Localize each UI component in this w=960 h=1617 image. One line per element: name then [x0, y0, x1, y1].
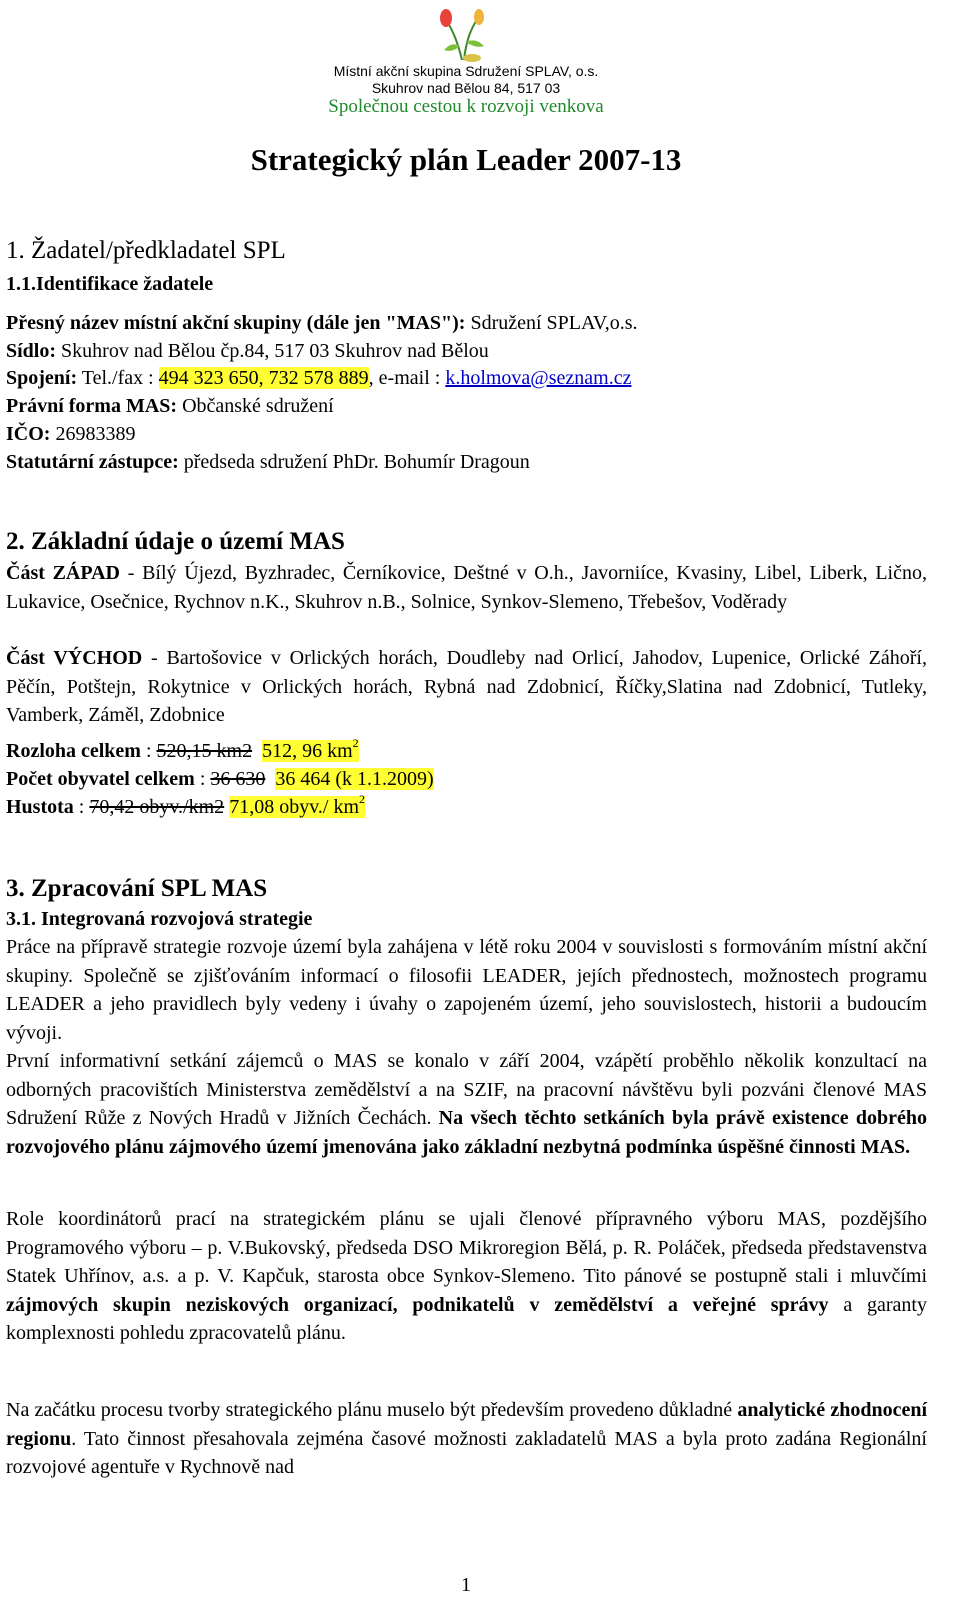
ico-value: 26983389 — [50, 423, 136, 445]
contact-phone: 494 323 650, 732 578 889 — [158, 367, 369, 389]
ico-row — [6, 420, 135, 448]
density-new-value: 71,08 obyv./ $km^2$ — [229, 792, 366, 818]
density-sep: : — [73, 796, 90, 818]
org-motto: Společnou cestou k rozvoji venkova — [328, 96, 604, 117]
paragraph-3-bold: zájmových skupin neziskových organizací, podnikatelů v zemědělství a veřejné správy — [6, 1293, 829, 1316]
legal-form-label: Právní forma MAS: — [6, 395, 178, 417]
population-row — [6, 765, 434, 793]
legal-form-row — [6, 392, 334, 420]
section-1-1-heading: 1.1.Identifikace žadatele — [6, 273, 214, 295]
paragraph-3-end: a garanty komplexnosti pohledu zpracovatelů plánu. — [6, 1293, 927, 1344]
section-1-heading: 1. Žadatel/předkladatel SPL — [6, 237, 286, 264]
area-new-value: 512, 96 $km^2$ — [262, 736, 359, 762]
paragraph-4-end: . Tato činnost přesahovala zejména časové možnosti zakladatelů MAS a byla proto zadána Regionální rozvojové agentuře v Rychnově nad — [6, 1427, 927, 1478]
area-row — [6, 737, 359, 765]
seat-row — [6, 337, 489, 365]
ico-label: IČO: — [6, 423, 51, 445]
representative-row — [6, 448, 530, 476]
seat-label: Sídlo: — [6, 340, 57, 362]
section-3-1-heading: 3.1. Integrovaná rozvojová strategie — [6, 908, 313, 930]
org-address: Skuhrov nad Bělou 84, 517 03 — [371, 80, 561, 96]
paragraph-3-text: Role koordinátorů prací na strategickém plánu se ujali členové přípravného výboru MAS, pozdějšího Programového výboru – p. V.Bukovský, předseda DSO Mikroregion Bělá, p. R. Poláček, předseda představenstva Statek Uhřínov, a.s. a p. V. Kapčuk, starosta obce Synkov-Slemeno. Tito pánové se postupně stali i mluvčími — [6, 1208, 927, 1287]
mas-name-value: Sdružení SPLAV,o.s. — [465, 312, 638, 334]
legal-form-value: Občanské sdružení — [177, 395, 334, 417]
density-row — [6, 793, 365, 821]
contact-mid: , e-mail : — [368, 367, 446, 389]
population-old-value: 36 630 — [210, 768, 266, 790]
representative-value: předseda sdružení PhDr. Bohumír Dragoun — [178, 451, 530, 473]
west-part-paragraph — [6, 559, 927, 616]
section-3-heading: 3. Zpracování SPL MAS — [6, 875, 268, 902]
area-label: Rozloha celkem — [6, 740, 141, 762]
paragraph-2-bold: Na všech těchto setkáních byla právě existence dobrého rozvojového plánu zájmového území jmenována jako základní nezbytná podmínka úspěšné činnosti MAS. — [6, 1107, 927, 1158]
paragraph-4 — [6, 1396, 927, 1482]
mas-name-row — [6, 309, 638, 337]
mas-name-label: Přesný název místní akční skupiny (dále jen "MAS"): — [6, 312, 466, 334]
west-part-text: - Bílý Újezd, Byzhradec, Černíkovice, Deštné v O.h., Javorniíce, Kvasiny, Libel, Liberk, Lično, Lukavice, Osečnice, Rychnov n.K., Skuhrov n.B., Solnice, Synkov-Slemeno, Třebešov, Voděrady — [6, 562, 927, 613]
population-sep: : — [194, 768, 211, 790]
document-title: Strategický plán Leader 2007-13 — [250, 142, 682, 177]
paragraph-3 — [6, 1205, 927, 1348]
section-2-heading: 2. Základní údaje o území MAS — [6, 528, 345, 555]
area-old-value: 520,15 km2 — [156, 740, 253, 762]
density-old-value: 70,42 obyv./km2 — [89, 796, 225, 818]
population-new-value: 36 464 (k 1.1.2009) — [275, 768, 434, 790]
east-part-paragraph — [6, 644, 927, 730]
page-number: 1 — [461, 1574, 471, 1596]
contact-pre: Tel./fax : — [77, 367, 159, 389]
contact-row — [6, 364, 631, 392]
contact-label: Spojení: — [6, 367, 78, 389]
west-part-label: Část ZÁPAD — [6, 562, 120, 584]
population-label: Počet obyvatel celkem — [6, 768, 195, 790]
east-part-label: Část VÝCHOD — [6, 647, 143, 669]
east-part-text: - Bartošovice v Orlických horách, Doudleby nad Orlicí, Jahodov, Lupenice, Orlické Záhoří, Pěčín, Potštejn, Rokytnice v Orlických horách, Rybná nad Zdobnicí, Říčky,Slatina nad Zdobnicí, Tutleky, Vamberk, Záměl, Zdobnice — [6, 647, 927, 726]
representative-label: Statutární zástupce: — [6, 451, 179, 473]
paragraph-2-text: První informativní setkání zájemců o MAS se konalo v září 2004, vzápětí proběhlo několik konzultací na odborných pracovištích Ministerstva zemědělství a na SZIF, na pracovní návštěvu byli pozváni členové MAS Sdružení Růže z Nových Hradů v Jižních Čechách. — [6, 1050, 927, 1129]
density-label: Hustota — [6, 796, 74, 818]
paragraph-2 — [6, 1047, 927, 1161]
seat-value: Skuhrov nad Bělou čp.84, 517 03 Skuhrov nad Bělou — [56, 340, 489, 362]
paragraph-4-bold: analytické zhodnocení regionu — [6, 1399, 928, 1450]
paragraph-4-text: Na začátku procesu tvorby strategického plánu muselo být především provedeno důkladné — [6, 1399, 738, 1421]
area-sep: : — [140, 740, 157, 762]
email-link[interactable]: k.holmova@seznam.cz — [445, 367, 632, 389]
org-name: Místní akční skupina Sdružení SPLAV, o.s. — [333, 63, 599, 79]
paragraph-1: Práce na přípravě strategie rozvoje území byla zahájena v létě roku 2004 v souvislosti s formováním místní akční skupiny. Společně se zjišťováním informací o filosofii LEADER, jejích přednostech, možnostech programu LEADER a jeho pravidlech byly vedeny i úvahy o zapojeném území, jeho souvislostech, historii a budoucím vývoji. — [6, 936, 927, 1044]
splav-logo — [432, 2, 502, 66]
